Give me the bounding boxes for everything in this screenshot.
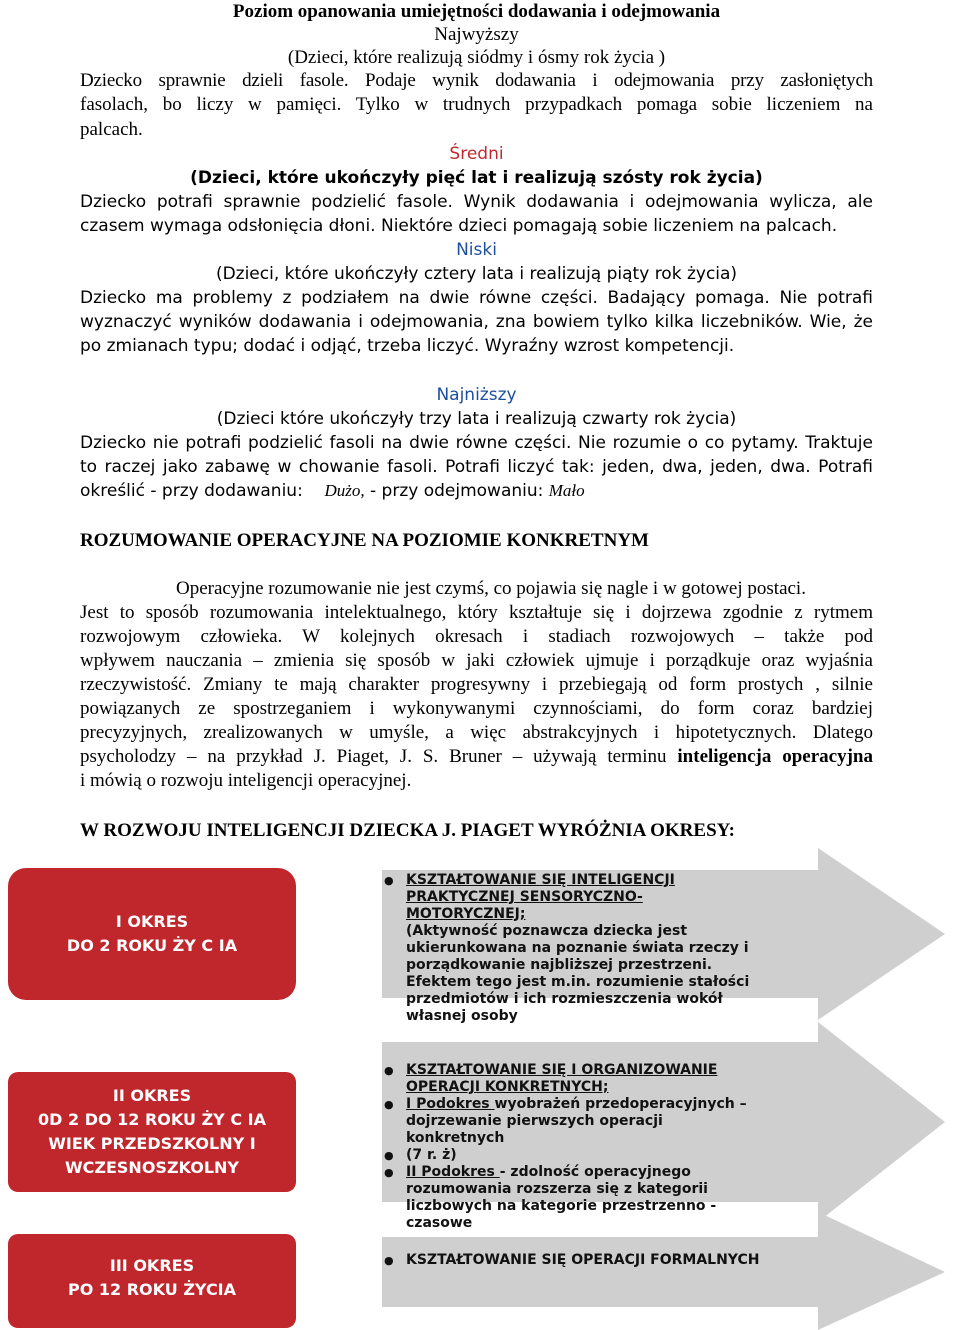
italic-word: Dużo, <box>324 481 365 500</box>
desc-line: KSZTAŁTOWANIE SIĘ OPERACJI FORMALNYCH <box>406 1252 760 1268</box>
bullet: ● <box>384 1166 394 1179</box>
desc-line: dojrzewanie pierwszych operacji <box>406 1113 663 1129</box>
desc-line: konkretnych <box>406 1130 505 1146</box>
paragraph-line: to raczej jako zabawę w chowanie fasoli. Potrafi liczyć tak: jeden, dwa, jeden, dwa. Potrafi <box>80 457 873 477</box>
piaget-periods-diagram <box>0 842 960 1330</box>
desc-line: wyobrażeń przedoperacyjnych – <box>494 1096 747 1112</box>
desc-line: PRAKTYCZNEJ SENSORYCZNO- <box>406 889 643 905</box>
paragraph-line: po zmianach typu; dodać i odjąć, trzeba liczyć. Wyraźny wzrost kompetencji. <box>80 336 735 356</box>
paragraph-line: czasem wymaga odsłonięcia dłoni. Niektóre dzieci pomagają sobie liczeniem na palcach. <box>80 216 838 236</box>
level-highest-age: (Dzieci, które realizują siódmy i ósmy rok życia ) <box>287 47 666 68</box>
period-2-description <box>384 1062 747 1232</box>
paragraph-line: i mówią o rozwoju inteligencji operacyjnej. <box>80 770 412 791</box>
paragraph-line: Dziecko nie potrafi podzielić fasoli na dwie równe części. Nie rozumie o co pytamy. Traktuje <box>80 433 873 453</box>
desc-line: KSZTAŁTOWANIE SIĘ I ORGANIZOWANIE <box>406 1062 718 1078</box>
paragraph-line <box>80 479 873 503</box>
paragraph-line: wpływem nauczania – zmienia się sposób w jaki człowiek ujmuje i porządkuje oraz wyjaśnia <box>80 650 873 671</box>
bold-term: inteligencja operacyjna <box>677 746 874 767</box>
desc-line: KSZTAŁTOWANIE SIĘ INTELIGENCJI <box>406 872 675 888</box>
paragraph-line: rzeczywistość. Zmiany te mają charakter progresywny i przebiegają od form prostych , silnie <box>80 674 873 695</box>
level-low: Niski <box>456 240 497 260</box>
level-lowest-age: (Dzieci które ukończyły trzy lata i realizują czwarty rok życia) <box>216 409 737 429</box>
paragraph-line: Operacyjne rozumowanie nie jest czymś, co pojawia się nagle i w gotowej postaci. <box>176 578 806 599</box>
bullet: ● <box>384 1098 394 1111</box>
line-part: - przy odejmowaniu: <box>364 481 549 501</box>
page-title: Poziom opanowania umiejętności dodawania i odejmowania <box>232 1 721 22</box>
period-3-age: PO 12 ROKU ŻYCIA <box>67 1280 237 1299</box>
paragraph-line <box>80 745 873 769</box>
desc-line: - zdolność operacyjnego <box>499 1164 691 1180</box>
desc-line: II Podokres <box>406 1164 500 1180</box>
level-highest: Najwyższy <box>434 24 519 45</box>
desc-line: rozumowania rozszerza się z kategorii <box>406 1181 708 1197</box>
period-3-title: III OKRES <box>109 1256 195 1275</box>
paragraph-line: Jest to sposób rozumowania intelektualnego, który kształtuje się i dojrzewa zgodnie z rytmem <box>80 602 873 623</box>
desc-line: czasowe <box>406 1215 473 1231</box>
period-1-age: DO 2 ROKU ŻY C IA <box>66 936 238 955</box>
desc-line: OPERACJI KONKRETNYCH; <box>406 1079 609 1095</box>
paragraph-line: rozwojowym człowieka. W kolejnych okresach i stadiach rozwojowych – także pod <box>80 626 873 647</box>
level-low-age: (Dzieci, które ukończyły cztery lata i realizują piąty rok życia) <box>215 264 738 284</box>
period-1-box <box>8 868 296 1000</box>
paragraph-line: palcach. <box>80 119 143 140</box>
desc-line: (7 r. ż) <box>406 1147 457 1163</box>
paragraph-line: Dziecko ma problemy z podziałem na dwie równe części. Badający pomaga. Nie potrafi <box>80 288 873 308</box>
period-2-box <box>8 1072 296 1192</box>
paragraph-line: wyznaczyć wyników dodawania i odejmowania, zna bowiem tylko kilka liczebników. Wie, że <box>80 312 873 332</box>
bullet: ● <box>384 874 394 887</box>
period-3-description <box>384 1252 759 1269</box>
period-1-title: I OKRES <box>115 912 189 931</box>
desc-line: ukierunkowana na poznanie świata rzeczy i <box>406 940 749 956</box>
period-2-age: 0D 2 DO 12 ROKU ŻY C IA <box>38 1110 266 1129</box>
paragraph-line: precyzyjnych, zrealizowanych w umyśle, a więc abstrakcyjnych i hipotetycznych. Dlatego <box>80 722 873 743</box>
desc-line: liczbowych na kategorie przestrzenno - <box>406 1198 717 1214</box>
level-lowest: Najniższy <box>436 385 517 405</box>
paragraph-line: Dziecko potrafi sprawnie podzielić fasole. Wynik dodawania i odejmowania wylicza, ale <box>80 192 873 212</box>
period-2-desc: WIEK PRZEDSZKOLNY I <box>48 1134 256 1153</box>
desc-line: przedmiotów i ich rozmieszczenia wokół <box>406 991 723 1007</box>
desc-line: MOTORYCZNEJ; <box>406 906 526 922</box>
paragraph-line: Dziecko sprawnie dzieli fasole. Podaje wynik dodawania i odejmowania przy zasłoniętych <box>80 70 873 91</box>
bullet: ● <box>384 1064 394 1077</box>
desc-line: Efektem tego jest m.in. rozumienie stałości <box>406 974 750 990</box>
level-medium-age: (Dzieci, które ukończyły pięć lat i realizują szósty rok życia) <box>190 168 763 188</box>
paragraph-line: powiązanych ze spostrzeganiem i wykonywanymi czynnościami, do form coraz bardziej <box>80 698 873 719</box>
desc-line: I Podokres <box>406 1096 495 1112</box>
desc-line: porządkowanie najbliższej przestrzeni. <box>406 957 713 973</box>
period-1-description <box>384 872 749 1025</box>
line-part: określić - przy dodawaniu: <box>80 481 303 501</box>
paragraph-line: fasolach, bo liczy w pamięci. Tylko w trudnych przypadkach pomaga sobie liczeniem na <box>80 94 873 115</box>
period-2-title: II OKRES <box>112 1086 192 1105</box>
desc-line: własnej osoby <box>406 1008 518 1024</box>
line-part: psycholodzy – na przykład J. Piaget, J. S. Bruner – używają terminu <box>80 746 678 767</box>
desc-line: (Aktywność poznawcza dziecka jest <box>406 923 688 939</box>
period-2-desc: WCZESNOSZKOLNY <box>64 1158 239 1177</box>
level-medium: Średni <box>449 144 504 164</box>
bullet: ● <box>384 1254 394 1267</box>
section-heading-periods: W ROZWOJU INTELIGENCJI DZIECKA J. PIAGET WYRÓŻNIA OKRESY: <box>80 820 735 841</box>
section-heading: ROZUMOWANIE OPERACYJNE NA POZIOMIE KONKRETNYM <box>80 530 649 551</box>
bullet: ● <box>384 1149 394 1162</box>
period-3-box <box>8 1234 296 1328</box>
italic-word: Mało <box>548 481 585 500</box>
